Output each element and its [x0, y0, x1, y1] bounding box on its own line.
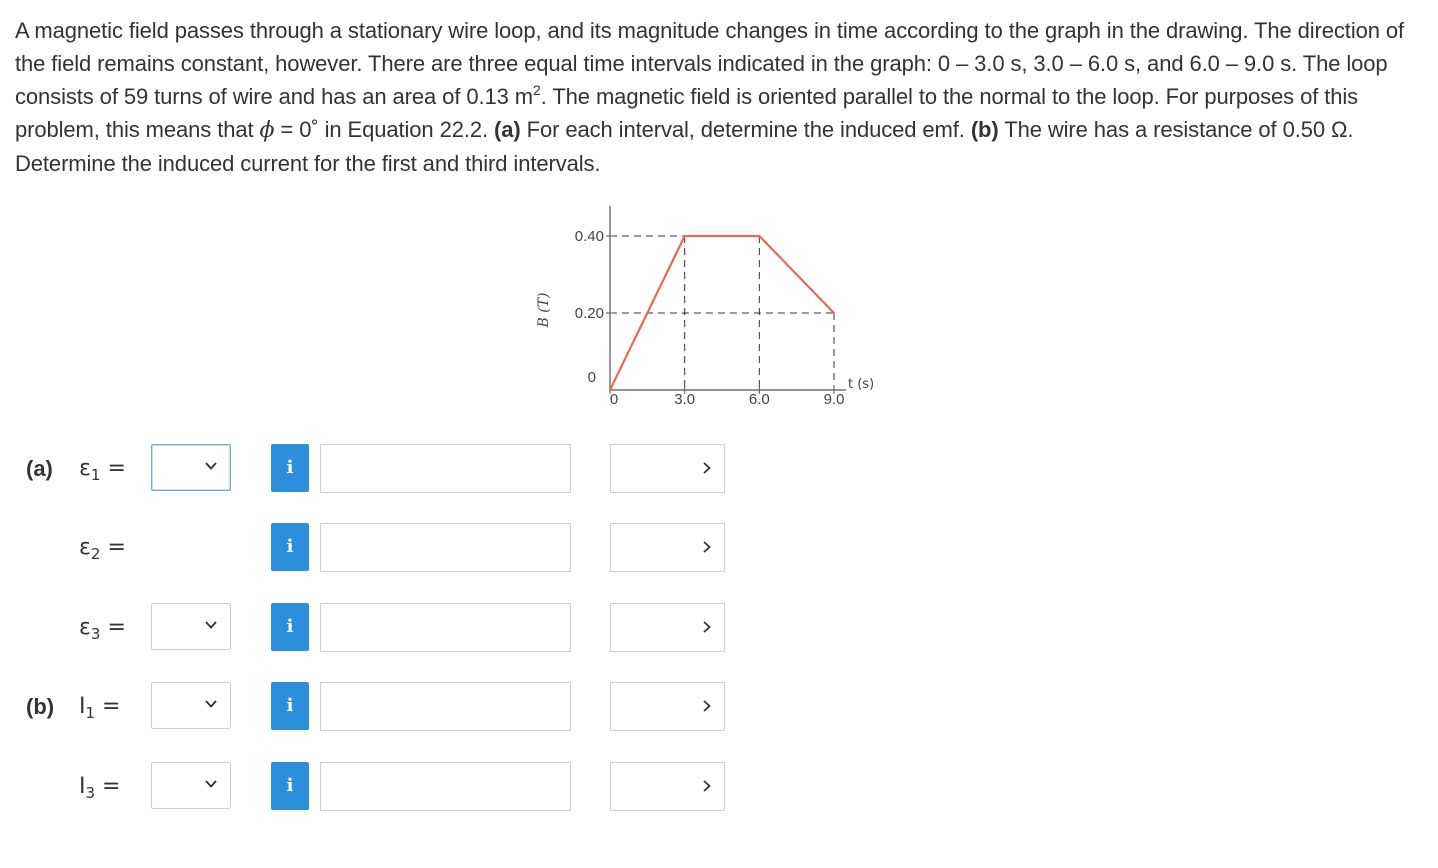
- equals-sign: =: [100, 456, 126, 481]
- superscript: 2: [533, 82, 541, 98]
- answer-row: [0, 682, 1438, 732]
- equals-sign: =: [95, 694, 121, 719]
- phi-symbol: ϕ: [259, 118, 275, 143]
- variable-subscript: 1: [85, 704, 96, 722]
- variable-symbol: I: [79, 774, 86, 799]
- sign-select[interactable]: [151, 444, 231, 491]
- y-tick-label: 0.40: [574, 228, 604, 245]
- chevron-down-icon: [204, 459, 218, 473]
- info-icon: i: [286, 616, 294, 637]
- units-select[interactable]: [610, 762, 725, 811]
- info-icon: i: [286, 775, 294, 796]
- y-tick-label: 0.20: [574, 305, 604, 322]
- sign-select[interactable]: [151, 682, 231, 729]
- variable-subscript: 3: [85, 784, 96, 802]
- x-tick-label: 0: [609, 391, 619, 408]
- magnetic-field-graph: [530, 198, 890, 413]
- info-icon: i: [286, 695, 294, 716]
- chevron-down-icon: [700, 620, 714, 634]
- variable-label: [79, 535, 126, 563]
- chevron-down-icon: [204, 697, 218, 711]
- variable-label: [79, 615, 126, 643]
- sign-select[interactable]: [151, 762, 231, 809]
- x-tick-label: 6.0: [748, 391, 770, 408]
- sign-select[interactable]: [151, 603, 231, 650]
- info-button[interactable]: [271, 444, 309, 492]
- equals-sign: =: [100, 535, 126, 560]
- equals-sign: =: [95, 774, 121, 799]
- chevron-down-icon: [204, 777, 218, 791]
- data-segment: [759, 236, 834, 313]
- variable-symbol: I: [79, 694, 86, 719]
- part-label: (a): [26, 456, 53, 481]
- units-select[interactable]: [610, 682, 725, 731]
- variable-subscript: 3: [90, 625, 101, 643]
- chevron-down-icon: [700, 779, 714, 793]
- problem-text-3: = 0˚ in Equation 22.2.: [274, 117, 495, 142]
- variable-symbol: ε: [79, 615, 91, 640]
- equals-sign: =: [100, 615, 126, 640]
- problem-text-2: . The magnetic field is oriented parallel to the normal to the loop. For purposes of this problem, this means that: [15, 84, 1359, 142]
- answer-input[interactable]: [320, 762, 571, 811]
- answer-input[interactable]: [320, 444, 571, 493]
- y-tick-label: 0: [587, 369, 596, 386]
- problem-text-1: A magnetic field passes through a stationary wire loop, and its magnitude changes in time according to the graph in the drawing. The direction of the field remains constant, however. There are three equal time intervals indicated in the graph: 0 – 3.0 s, 3.0 – 6.0 s, and 6.0 – 9.0 s. The loop consists of 59 turns of wire and has an area of 0.13 m: [15, 18, 1405, 109]
- answer-row: [0, 444, 1438, 494]
- part-b-ref: (b): [970, 117, 999, 142]
- variable-subscript: 1: [90, 466, 101, 484]
- variable-subscript: 2: [90, 545, 101, 563]
- variable-symbol: ε: [79, 456, 91, 481]
- x-tick-label: 3.0: [674, 391, 696, 408]
- variable-symbol: ε: [79, 535, 91, 560]
- variable-label: [79, 774, 120, 802]
- info-icon: i: [286, 457, 294, 478]
- y-axis-label: B (T): [536, 292, 552, 328]
- chevron-down-icon: [700, 699, 714, 713]
- chevron-down-icon: [204, 618, 218, 632]
- answer-input[interactable]: [320, 682, 571, 731]
- chevron-down-icon: [700, 461, 714, 475]
- answer-row: [0, 603, 1438, 653]
- part-a-ref: (a): [494, 117, 521, 142]
- x-axis-label: t (s): [848, 377, 875, 392]
- answer-row: [0, 523, 1438, 573]
- info-button[interactable]: [271, 682, 309, 730]
- info-icon: i: [286, 536, 294, 557]
- info-button[interactable]: [271, 762, 309, 810]
- answer-input[interactable]: [320, 603, 571, 652]
- info-button[interactable]: [271, 523, 309, 571]
- part-label: (b): [26, 694, 55, 719]
- answer-row: [0, 762, 1438, 812]
- units-select[interactable]: [610, 444, 725, 493]
- x-tick-label: 9.0: [823, 391, 845, 408]
- answer-input[interactable]: [320, 523, 571, 572]
- chevron-down-icon: [700, 540, 714, 554]
- variable-label: [79, 694, 120, 722]
- info-button[interactable]: [271, 603, 309, 651]
- variable-label: [79, 456, 126, 484]
- units-select[interactable]: [610, 603, 725, 652]
- units-select[interactable]: [610, 523, 725, 572]
- problem-statement: [15, 14, 1415, 180]
- problem-text-5: The wire has a resistance of 0.50 Ω. Determine the induced current for the first and third intervals.: [15, 117, 1354, 176]
- problem-text-4: For each interval, determine the induced emf.: [520, 117, 971, 142]
